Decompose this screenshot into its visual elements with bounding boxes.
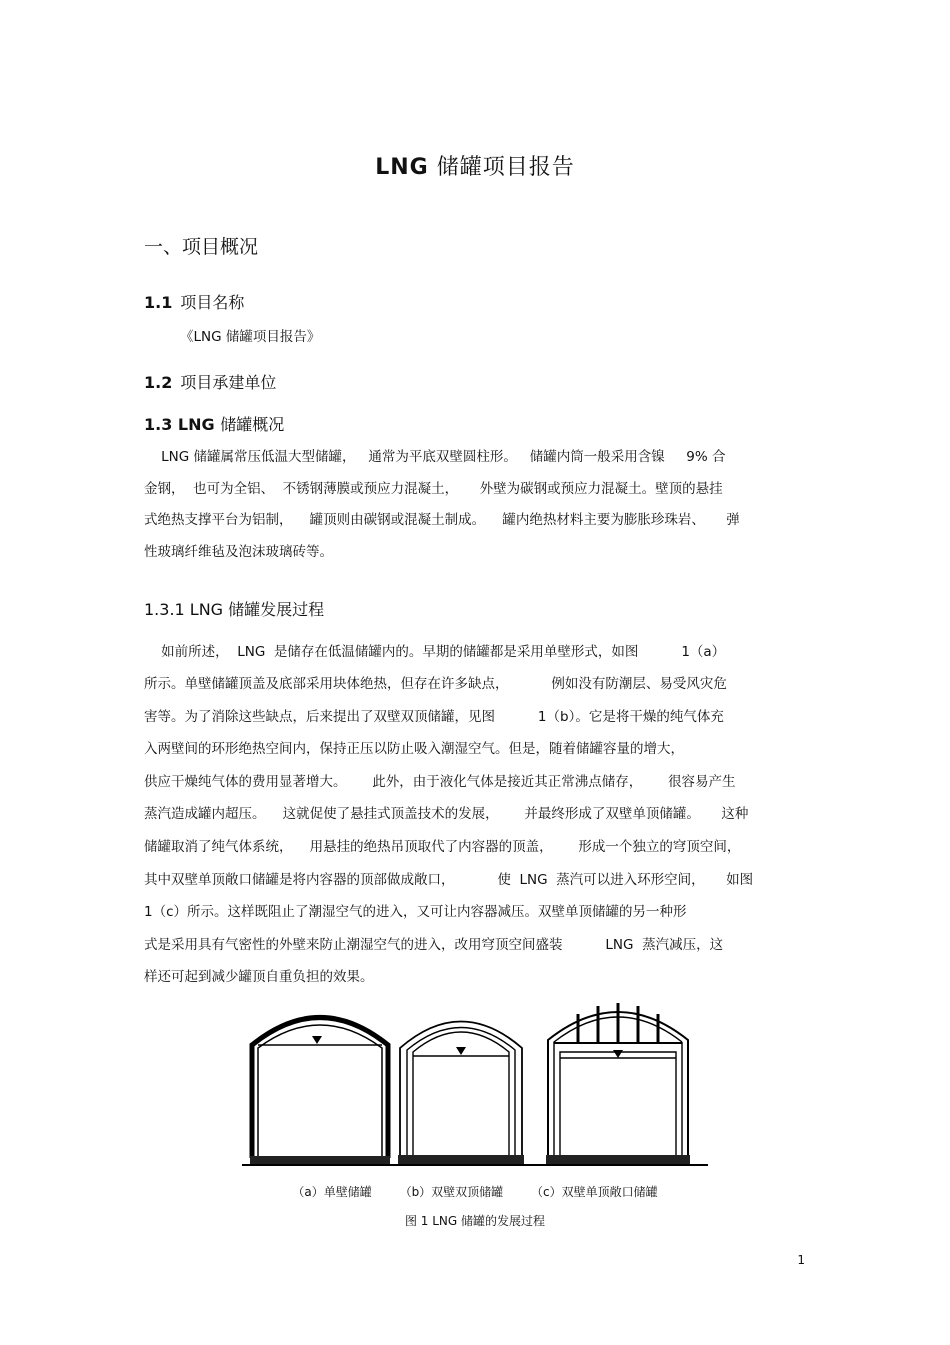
tank-b-level-marker xyxy=(456,1047,466,1055)
paragraph-line: 所示。单壁储罐顶盖及底部采用块体绝热，但存在许多缺点， 例如没有防潮层、易受风灾危 xyxy=(144,676,727,692)
paragraph-line: 式是采用具有气密性的外壁来防止潮湿空气的进入，改用穹顶空间盛装 LNG 蒸汽减压，这 xyxy=(144,937,724,953)
heading-1-1 xyxy=(144,290,244,313)
tank-development-figure xyxy=(240,1000,710,1172)
figure-subcaptions xyxy=(0,1183,950,1200)
tank-b-double-wall-double-roof xyxy=(398,1022,524,1165)
heading-1-2-text: 项目承建单位 xyxy=(180,373,277,392)
paragraph-line: 供应干燥纯气体的费用显著增大。 此外，由于液化气体是接近其正常沸点储存， 很容易产生 xyxy=(144,774,736,790)
tank-a-base-insulation xyxy=(250,1156,390,1164)
paragraph-line: 害等。为了消除这些缺点，后来提出了双壁双顶储罐，见图 1（b）。它是将干燥的纯气体充 xyxy=(144,709,724,725)
tank-c-level-marker xyxy=(613,1050,623,1058)
heading-1-2-number: 1.2 xyxy=(144,373,173,392)
tank-c-double-wall-single-roof xyxy=(546,1003,690,1164)
tank-b-base-insulation xyxy=(398,1155,524,1164)
tank-c-hangers xyxy=(578,1003,658,1043)
figure-title: 图 1 LNG 储罐的发展过程 xyxy=(404,1214,546,1228)
title-bold: LNG xyxy=(375,155,429,180)
paragraph-line: 其中双壁单顶敞口储罐是将内容器的顶部做成敞口， 使 LNG 蒸汽可以进入环形空间， 如图 xyxy=(144,872,754,888)
paragraph-line: 入两壁间的环形绝热空间内，保持正压以防止吸入潮湿空气。但是，随着储罐容量的增大， xyxy=(144,741,684,757)
heading-1-3 xyxy=(144,412,284,435)
paragraph-line: 蒸汽造成罐内超压。 这就促使了悬挂式顶盖技术的发展， 并最终形成了双壁单顶储罐。 这种 xyxy=(144,806,749,822)
paragraph-line: 金钢， 也可为全铝、 不锈钢薄膜或预应力混凝土， 外壁为碳钢或预应力混凝土。壁顶的悬挂 xyxy=(144,481,723,497)
project-name-value: 《LNG 储罐项目报告》 xyxy=(180,329,321,345)
tank-a-single-wall xyxy=(250,1018,390,1165)
page-number: 1 xyxy=(797,1253,805,1267)
paragraph-line: 储罐取消了纯气体系统， 用悬挂的绝热吊顶取代了内容器的顶盖， 形成一个独立的穹顶空间， xyxy=(144,839,741,855)
heading-1-2 xyxy=(144,370,276,393)
paragraph-line: 如前所述， LNG 是储存在低温储罐内的。早期的储罐都是采用单壁形式，如图 1（a） xyxy=(144,644,726,660)
section-heading-1: 一、项目概况 xyxy=(144,236,259,258)
heading-1-1-number: 1.1 xyxy=(144,293,173,312)
heading-1-3-1: 1.3.1 LNG 储罐发展过程 xyxy=(144,600,325,619)
paragraph-line: 样还可起到减少罐顶自重负担的效果。 xyxy=(144,969,374,985)
paragraph-line: 式绝热支撑平台为铝制， 罐顶则由碳钢或混凝土制成。 罐内绝热材料主要为膨胀珍珠岩、 弹 xyxy=(144,512,740,528)
document-title xyxy=(0,150,950,181)
heading-1-3-number: 1.3 LNG xyxy=(144,415,215,434)
tank-c-base-insulation xyxy=(546,1155,690,1164)
paragraph-line: 1（c）所示。这样既阻止了潮湿空气的进入，又可让内容器减压。双壁单顶储罐的另一种形 xyxy=(144,904,687,920)
paragraph-line: 性玻璃纤维毡及泡沫玻璃砖等。 xyxy=(144,544,333,560)
caption-c: （c）双壁单顶敞口储罐 xyxy=(531,1185,658,1199)
tank-c-inner-container xyxy=(560,1052,676,1158)
title-text: 储罐项目报告 xyxy=(436,155,575,180)
paragraph-line: LNG 储罐属常压低温大型储罐， 通常为平底双壁圆柱形。 储罐内筒一般采用含镍 9% 合 xyxy=(144,449,726,465)
caption-a: （a）单壁储罐 xyxy=(292,1185,372,1199)
tank-a-level-marker xyxy=(312,1036,322,1044)
heading-1-1-text: 项目名称 xyxy=(180,293,245,312)
heading-1-3-text: 储罐概况 xyxy=(220,415,285,434)
caption-b: （b）双壁双顶储罐 xyxy=(399,1185,504,1199)
